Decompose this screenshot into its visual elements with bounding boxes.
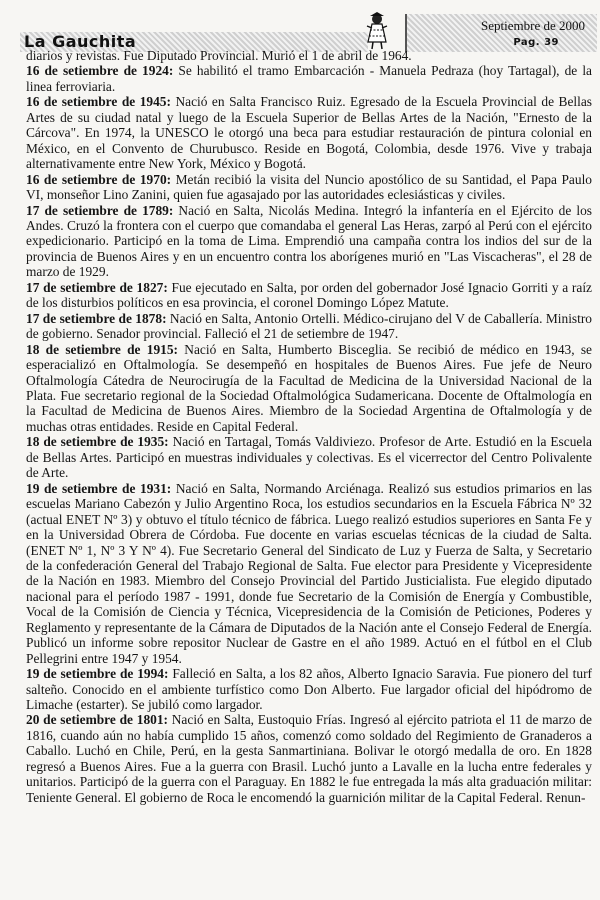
entry-text: Nació en Salta, Nicolás Medina. Integró la infantería en el Ejército de los Andes. Cruzó la frontera con el cuerpo que comandaba el general Las Heras, zarpó al Perú con el ejército expedicionario. Participó en la toma de Lima. Emprendió una campaña contra los indios del sur de la provincia de Buenos Aires y en un encuentro contra los aborígenes murió en "Las Viscacheras", el 28 de marzo de 1929. <box>26 202 592 280</box>
entry-date: 16 de setiembre de 1970: <box>26 171 172 187</box>
ephemeris-entry <box>26 48 592 63</box>
entry-date: 16 de setiembre de 1945: <box>26 94 171 110</box>
entry-date: 19 de setiembre de 1931: <box>26 480 172 496</box>
ephemeris-entry <box>26 311 592 342</box>
issue-date: Septiembre de 2000 <box>481 18 585 33</box>
ephemeris-entry <box>26 434 592 480</box>
entry-text: Se habilitó el tramo Embarcación - Manuela Pedraza (hoy Tartagal), de la linea ferroviaria. <box>26 63 592 94</box>
page-header <box>20 6 592 50</box>
entry-date: 20 de setiembre de 1801: <box>26 712 168 728</box>
entry-text: Falleció en Salta, a los 82 años, Alberto Ignacio Saravia. Fue pionero del turf salteño. Conocido en el ambiente turfístico como Don Alberto. Fue largador oficial del hipódromo de Limache (estarter). Se jubiló como largador. <box>26 666 592 713</box>
ephemeris-entry <box>26 712 592 805</box>
ephemeris-entry <box>26 63 592 94</box>
ephemeris-body <box>26 48 592 805</box>
entry-text: Nació en Salta, Eustoquio Frías. Ingresó al ejército patriota el 11 de marzo de 1816, cuando aún no había cumplido 15 años, comenzó como soldado del Regimiento de Granaderos a Caballo. Luchó en Chile, Perú, en la gesta Sanmartiniana. Bolivar le otorgó medalla de oro. En 1828 regresó a Buenos Aires. Fue a la guerra con Brasil. Luchó junto a Lavalle en la lucha entre federales y unitarios. Participó de la guerra con el Paraguay. En 1882 le fue entregada la más alta graduación militar: Teniente General. El gobierno de Roca le encomendó la guarnición militar de la Capital Federal. Renun- <box>26 712 593 805</box>
entry-date: 16 de setiembre de 1924: <box>26 63 174 79</box>
entry-text: Metán recibió la visita del Nuncio apostólico de su Santidad, el Papa Paulo VI, monseñor Lino Zanini, quien fue agasajado por las autoridades eclesiásticas y civiles. <box>26 171 592 203</box>
ephemeris-entry <box>26 481 592 666</box>
ephemeris-entry <box>26 666 592 712</box>
issue-info-box <box>405 14 597 52</box>
ephemeris-entry <box>26 280 592 311</box>
entry-date: 19 de setiembre de 1994: <box>26 666 169 682</box>
entry-date: 17 de setiembre de 1827: <box>26 279 168 295</box>
entry-date: 18 de setiembre de 1935: <box>26 434 169 450</box>
ephemeris-entry <box>26 203 592 280</box>
entry-text: Nació en Salta Francisco Ruiz. Egresado de la Escuela Provincial de Bellas Artes de su ciudad natal y luego de la Escuela Superior de Bellas Artes de la Nación, "Ernesto de la Cárcova". En 1974, la UNESCO le otorgó una beca para estudiar restauración de pintura colonial en México, en el Convento de Churubusco. Reside en Bogotá, Colombia, desde 1976. Vive y trabaja alternativamente entre New York, México y Bogotá. <box>26 94 592 172</box>
entry-text: diarios y revistas. Fue Diputado Provincial. Murió el 1 de abril de 1964. <box>26 48 412 63</box>
entry-text: Nació en Salta, Humberto Bisceglia. Se recibió de médico en 1943, se esperacializó en Oftalmología. Se desempeñó en hospitales de Buenos Aires. Fue jefe de Neuro Oftalmología Cátedra de Neurocirugía de la Facultad de Medicina de la Universidad Nacional de la Plata. Fue secretario regional de la Sociedad Oftalmológica Sudamericana. Docente de Oftalmología en la Facultad de Medicina de Buenos Aires. Miembro de la Sociedad Argentina de Oftalmología y de muchas otras entidades. Reside en Capital Federal. <box>26 341 592 434</box>
ephemeris-entry <box>26 94 592 171</box>
entry-date: 18 de setiembre de 1915: <box>26 341 179 357</box>
publication-title: La Gauchita <box>24 32 137 51</box>
gaucha-mascot-icon <box>364 12 390 50</box>
entry-text: Nació en Salta, Antonio Ortelli. Médico-cirujano del V de Caballería. Ministro de gobierno. Senador provincial. Falleció el 21 de setiembre de 1947. <box>26 310 592 342</box>
entry-text: Nació en Tartagal, Tomás Valdiviezo. Profesor de Arte. Estudió en la Escuela de Bellas Artes. Participó en muestras individuales y colectivas. Es el vicerrector del Centro Polivalente de Arte. <box>26 434 593 481</box>
entry-text: Nació en Salta, Normando Arciénaga. Realizó sus estudios primarios en las escuelas Mariano Cabezón y Julio Argentino Roca, los estudios secundarios en la Escuela Fábrica Nº 32 (actual ENET Nº 3) y obtuvo el título técnico de fábrica. Luego realizó estudios superiores en Santa Fe y en la Universidad Obrera de Córdoba. Fue docente en varias escuelas técnicas de la ciudad de Salta. (ENET Nº 1, Nº 3 Y Nº 4). Fue Secretario General del Sindicato de Luz y Fuerza de Salta, y Secretario de la confederación General del Trabajo Regional de Salta. Fue elector para Presidente y Vicepresidente de la Nación en 1983. Miembro del Consejo Provincial del Partido Justicialista. Fue elegido diputado nacional para el período 1987 - 1991, donde fue Secretario de la Comisión de Energía y Combustible, Vocal de la Comisión de Ciencia y Técnica, Vicepresidencia de la Comisión de Peticiones, Poderes y Reglamento y representante de la Cámara de Diputados de la Nación ante el Consejo Federal de Energía. Publicó un informe sobre repositor Nuclear de Gastre en el año 1989. Actuó en el fútbol en el Club Pellegrini entre 1947 y 1954. <box>26 480 593 666</box>
ephemeris-entry <box>26 172 592 203</box>
ephemeris-entry <box>26 342 592 435</box>
entry-text: Fue ejecutado en Salta, por orden del gobernador José Ignacio Gorriti y a raíz de los disturbios políticos en esa provincia, el coronel Domingo López Matute. <box>26 279 592 311</box>
entry-date: 17 de setiembre de 1789: <box>26 202 174 218</box>
entry-date: 17 de setiembre de 1878: <box>26 310 167 326</box>
page-number: Pag. 39 <box>513 37 559 48</box>
